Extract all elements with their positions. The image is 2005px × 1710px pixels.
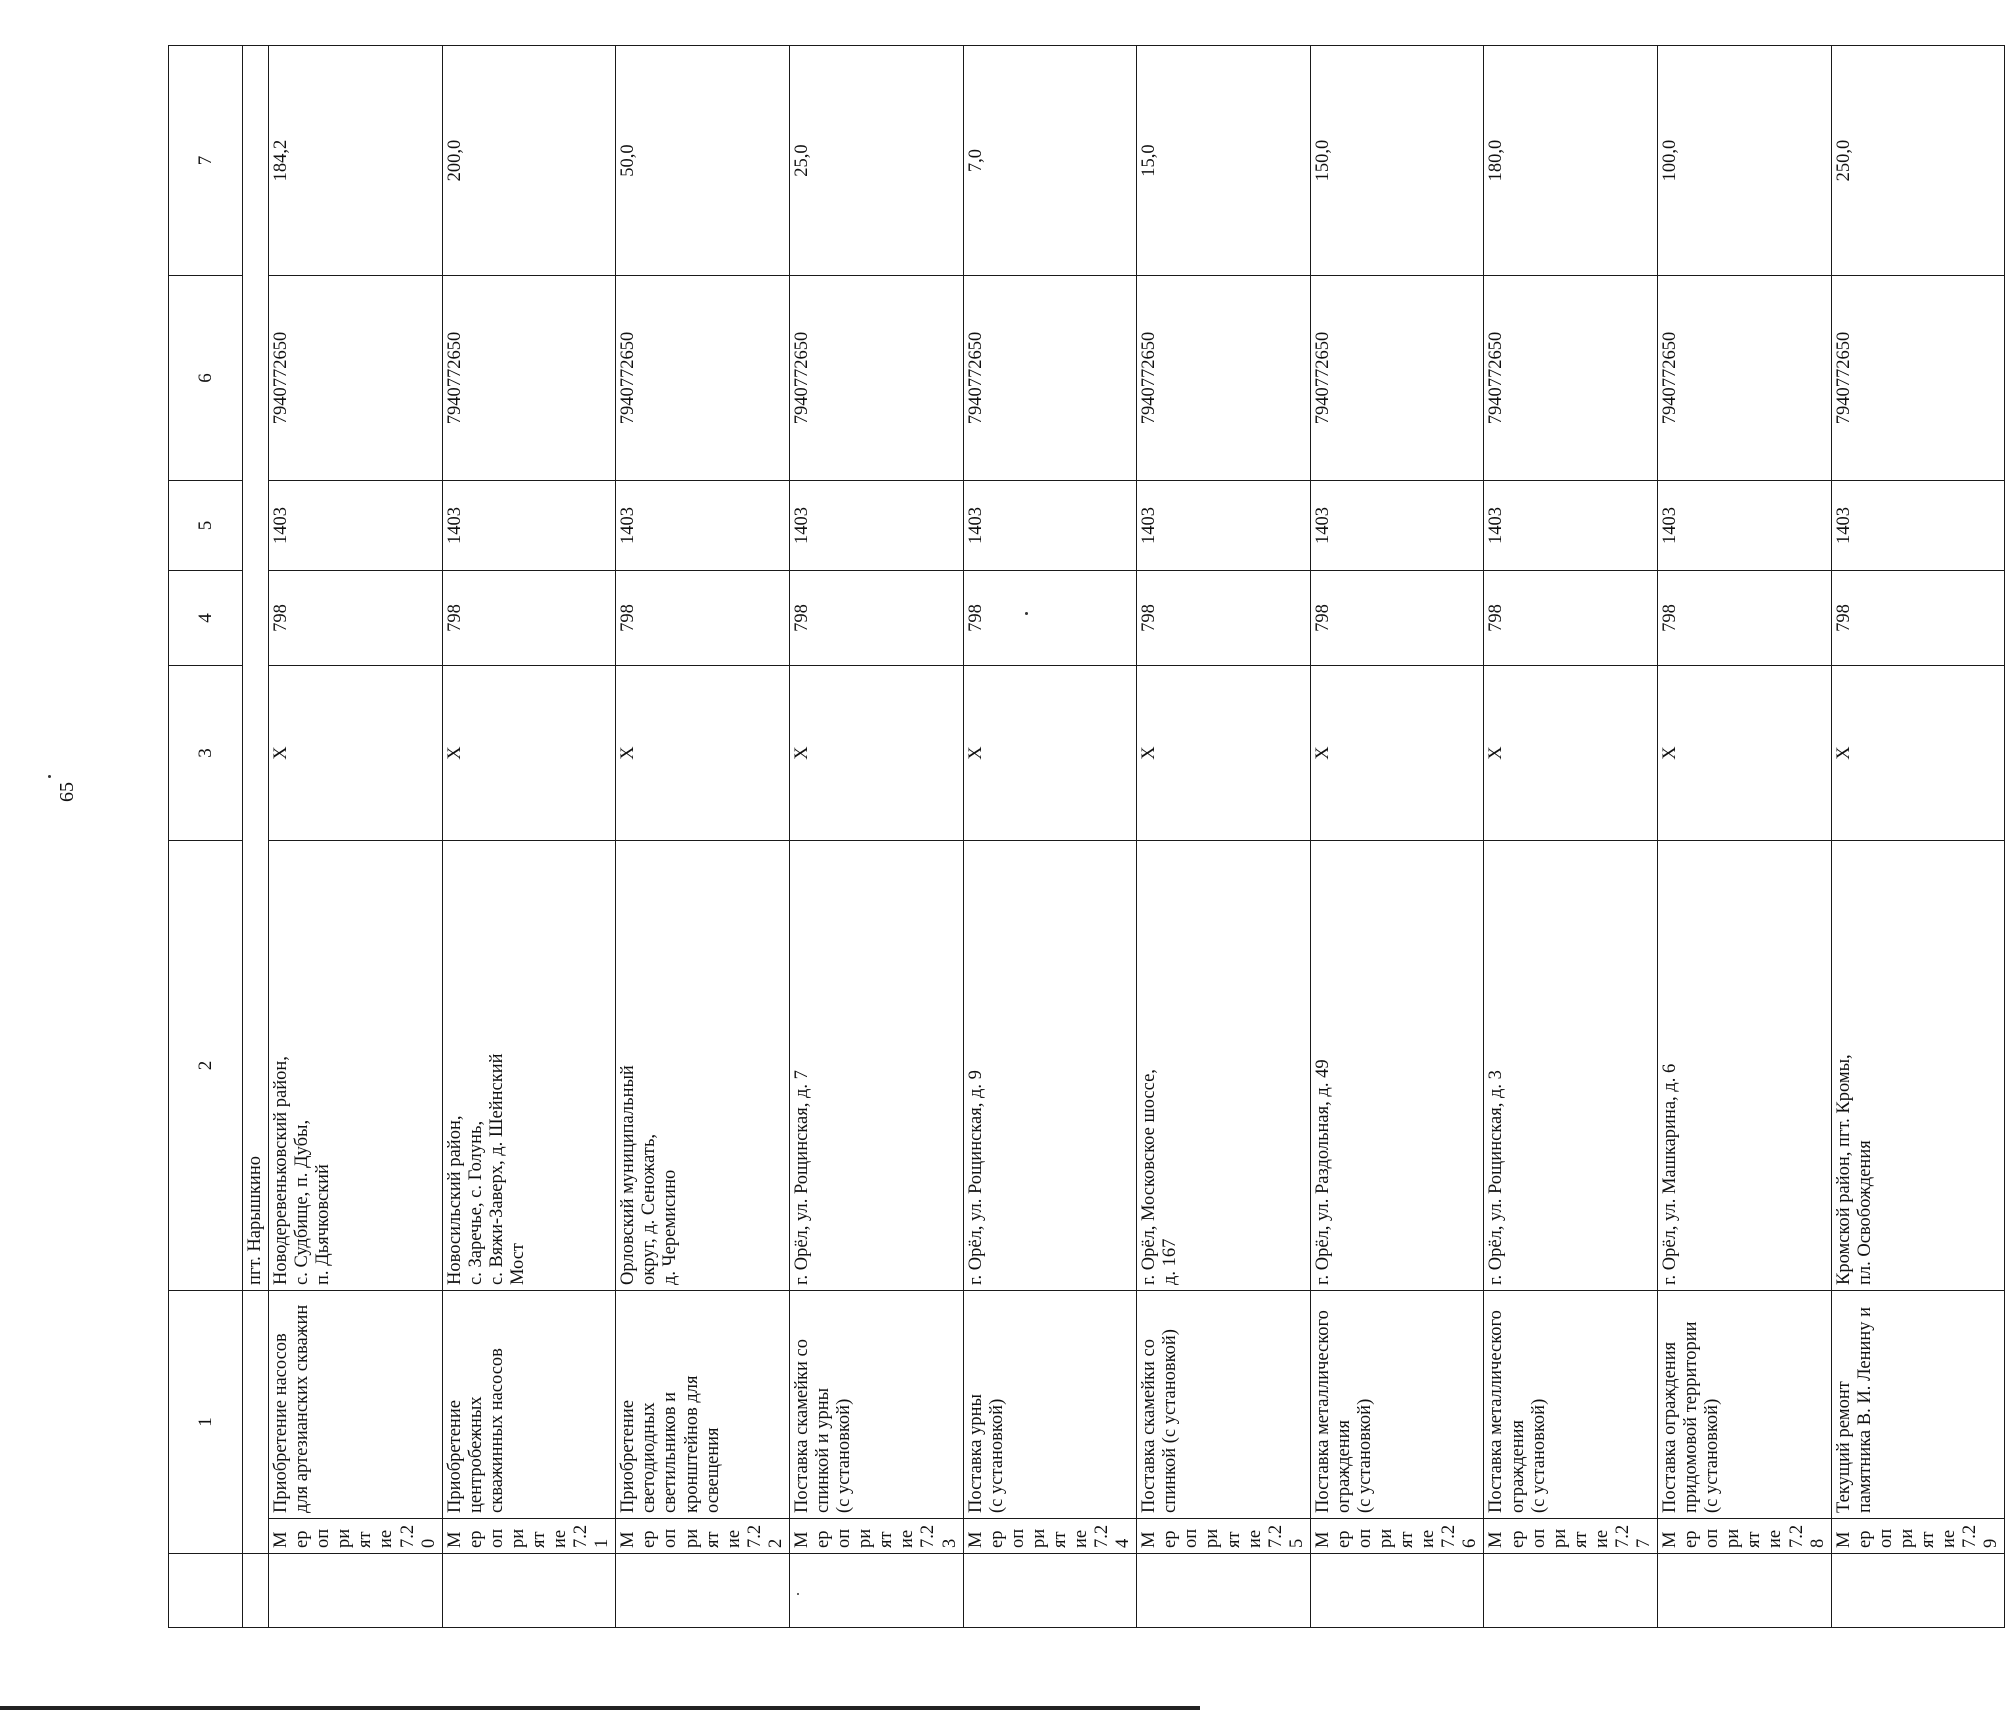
col4-cell: 798 (963, 571, 1137, 666)
col5-cell: 1403 (442, 481, 616, 571)
col7-cell: 184,2 (269, 46, 443, 276)
col4-cell: 798 (616, 571, 790, 666)
table-row (963, 46, 1137, 1628)
col4-cell: 798 (1658, 571, 1832, 666)
col3-cell: X (1658, 666, 1832, 841)
table-row (442, 46, 616, 1628)
col7-cell: 25,0 (789, 46, 963, 276)
measure-cell: Мероприятие 7.24 (963, 1519, 1137, 1554)
measure-cell: Мероприятие 7.23 (789, 1519, 963, 1554)
section-blank (243, 1291, 269, 1554)
section-label: пгт. Нарышкино (243, 46, 269, 1291)
col5-cell: 1403 (963, 481, 1137, 571)
col3-cell: X (1310, 666, 1484, 841)
measure-cell: Мероприятие 7.26 (1310, 1519, 1484, 1554)
col5-cell: 1403 (1137, 481, 1311, 571)
header-cell-2: 2 (169, 841, 243, 1291)
col7-cell: 15,0 (1137, 46, 1311, 276)
table-row (1137, 46, 1311, 1628)
measure-cell: Мероприятие 7.22 (616, 1519, 790, 1554)
table-row (1658, 46, 1832, 1628)
row-blank-cell (963, 1554, 1137, 1628)
col7-cell: 100,0 (1658, 46, 1832, 276)
col6-cell: 7940772650 (616, 276, 790, 481)
action-cell: Текущий ремонт памятника В. И. Ленину и (1831, 1291, 2005, 1519)
action-cell: Поставка металлического ограждения (с установкой) (1484, 1291, 1658, 1519)
row-blank-cell (789, 1554, 963, 1628)
measure-cell: Мероприятие 7.21 (442, 1519, 616, 1554)
row-blank-cell (269, 1554, 443, 1628)
table-row (1484, 46, 1658, 1628)
scan-speck (1025, 612, 1028, 615)
row-blank-cell (1310, 1554, 1484, 1628)
table-row (1310, 46, 1484, 1628)
col4-cell: 798 (442, 571, 616, 666)
measure-cell: Мероприятие 7.28 (1658, 1519, 1832, 1554)
scan-speck (797, 1593, 799, 1595)
table-row (1831, 46, 2005, 1628)
location-cell: г. Орёл, ул. Раздольная, д. 49 (1310, 841, 1484, 1291)
col7-cell: 150,0 (1310, 46, 1484, 276)
col6-cell: 7940772650 (1658, 276, 1832, 481)
row-blank-cell (616, 1554, 790, 1628)
col3-cell: X (616, 666, 790, 841)
row-blank-cell (1137, 1554, 1311, 1628)
location-cell: Новосильский район, с. Заречье, с. Голунь, с. Вяжи-Заверх, д. Шейнский Мост (442, 841, 616, 1291)
row-blank-cell (1484, 1554, 1658, 1628)
page-number: 65 (56, 782, 78, 802)
header-cell-blank (169, 1554, 243, 1628)
col4-cell: 798 (1310, 571, 1484, 666)
col6-cell: 7940772650 (963, 276, 1137, 481)
location-cell: Кромской район, пгт. Кромы, пл. Освобождения (1831, 841, 2005, 1291)
location-cell: г. Орёл, ул. Рощинская, д. 3 (1484, 841, 1658, 1291)
col6-cell: 7940772650 (789, 276, 963, 481)
col5-cell: 1403 (1658, 481, 1832, 571)
col5-cell: 1403 (789, 481, 963, 571)
action-cell: Приобретение центробежных скважинных насосов (442, 1291, 616, 1519)
location-cell: г. Орёл, Московское шоссе, д. 167 (1137, 841, 1311, 1291)
header-cell-5: 5 (169, 481, 243, 571)
location-cell: г. Орёл, ул. Машкарина, д. 6 (1658, 841, 1832, 1291)
measure-cell: Мероприятие 7.20 (269, 1519, 443, 1554)
section-row (243, 46, 269, 1628)
measure-cell: Мероприятие 7.25 (1137, 1519, 1311, 1554)
col6-cell: 7940772650 (1484, 276, 1658, 481)
table-row (789, 46, 963, 1628)
col3-cell: X (1137, 666, 1311, 841)
col7-cell: 200,0 (442, 46, 616, 276)
measure-cell: Мероприятие 7.29 (1831, 1519, 2005, 1554)
action-cell: Поставка ограждения придомовой территории (с установкой) (1658, 1291, 1832, 1519)
table-row (269, 46, 443, 1628)
header-row (169, 46, 243, 1628)
action-cell: Поставка скамейки со спинкой (с установкой) (1137, 1291, 1311, 1519)
col6-cell: 7940772650 (1310, 276, 1484, 481)
col4-cell: 798 (1831, 571, 2005, 666)
header-cell-1: 1 (169, 1291, 243, 1554)
col5-cell: 1403 (269, 481, 443, 571)
col5-cell: 1403 (1831, 481, 2005, 571)
col4-cell: 798 (1484, 571, 1658, 666)
col4-cell: 798 (789, 571, 963, 666)
action-cell: Поставка скамейки со спинкой и урны (с установкой) (789, 1291, 963, 1519)
col7-cell: 250,0 (1831, 46, 2005, 276)
action-cell: Поставка металлического ограждения (с установкой) (1310, 1291, 1484, 1519)
budget-table (168, 45, 2005, 1628)
col6-cell: 7940772650 (1137, 276, 1311, 481)
header-cell-6: 6 (169, 276, 243, 481)
scan-speck (48, 775, 51, 778)
row-blank-cell (442, 1554, 616, 1628)
row-blank-cell (1831, 1554, 2005, 1628)
action-cell: Приобретение насосов для артезианских скважин (269, 1291, 443, 1519)
col3-cell: X (1831, 666, 2005, 841)
measure-cell: Мероприятие 7.27 (1484, 1519, 1658, 1554)
action-cell: Приобретение светодиодных светильников и кронштейнов для освещения (616, 1291, 790, 1519)
col4-cell: 798 (269, 571, 443, 666)
action-cell: Поставка урны (с установкой) (963, 1291, 1137, 1519)
header-cell-3: 3 (169, 666, 243, 841)
rotated-table-container (168, 46, 2002, 1628)
col7-cell: 7,0 (963, 46, 1137, 276)
location-cell: г. Орёл, ул. Рощинская, д. 9 (963, 841, 1137, 1291)
col7-cell: 180,0 (1484, 46, 1658, 276)
col5-cell: 1403 (1310, 481, 1484, 571)
col4-cell: 798 (1137, 571, 1311, 666)
col6-cell: 7940772650 (269, 276, 443, 481)
row-blank-cell (1658, 1554, 1832, 1628)
location-cell: Орловский муниципальный округ, д. Сеножать, д. Черемисино (616, 841, 790, 1291)
col6-cell: 7940772650 (442, 276, 616, 481)
col5-cell: 1403 (616, 481, 790, 571)
page-bottom-rule (0, 1706, 1200, 1710)
col6-cell: 7940772650 (1831, 276, 2005, 481)
col3-cell: X (442, 666, 616, 841)
col3-cell: X (269, 666, 443, 841)
header-cell-4: 4 (169, 571, 243, 666)
header-cell-7: 7 (169, 46, 243, 276)
section-blank (243, 1554, 269, 1628)
table-row (616, 46, 790, 1628)
location-cell: Новодеревеньковский район, с. Судбище, п. Дубы, п. Дьячковский (269, 841, 443, 1291)
location-cell: г. Орёл, ул. Рощинская, д. 7 (789, 841, 963, 1291)
col7-cell: 50,0 (616, 46, 790, 276)
col5-cell: 1403 (1484, 481, 1658, 571)
col3-cell: X (789, 666, 963, 841)
col3-cell: X (1484, 666, 1658, 841)
col3-cell: X (963, 666, 1137, 841)
